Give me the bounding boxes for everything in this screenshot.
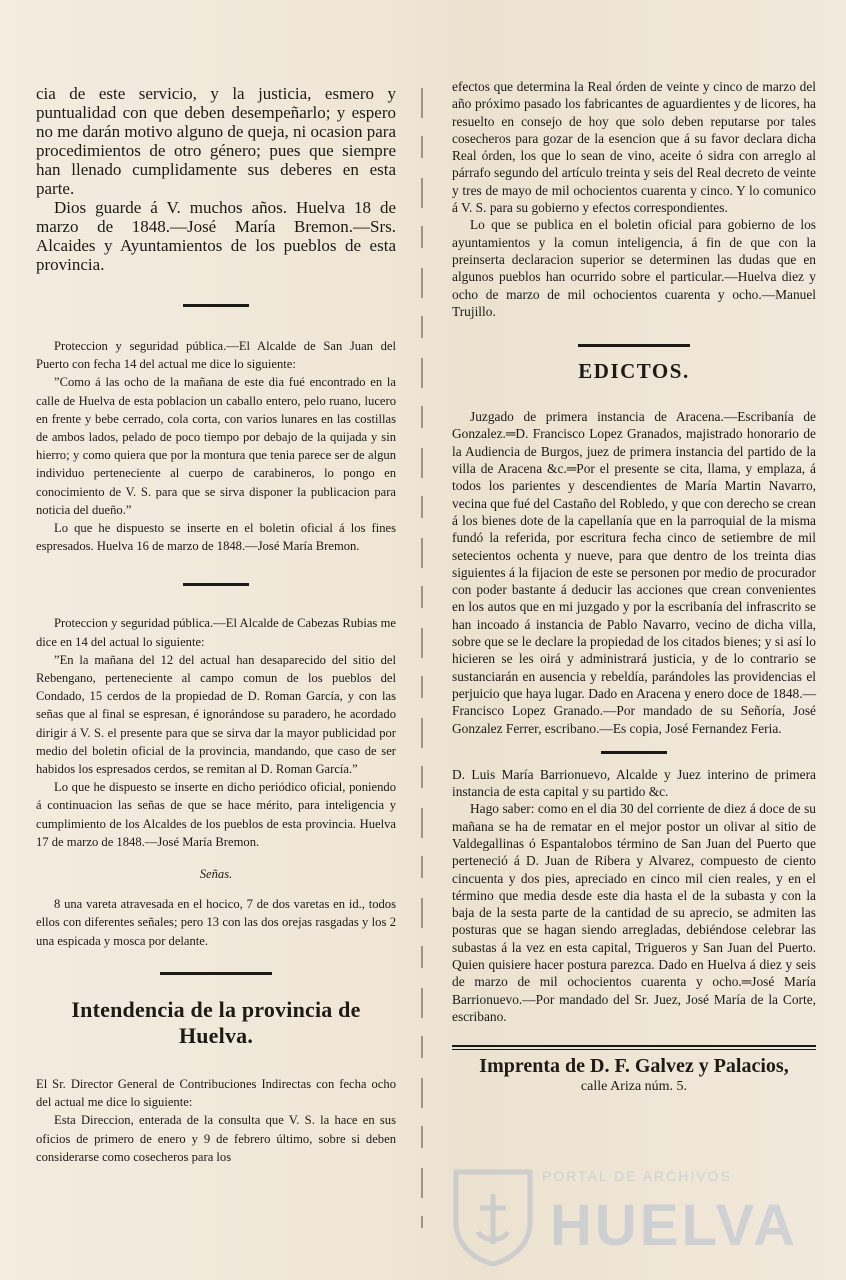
imprint-address: calle Ariza núm. 5. [580, 1079, 688, 1095]
intendencia-intro: El Sr. Director General de Contribuciones Indirectas con fecha ocho del actual me dice lo siguiente: [36, 1076, 396, 1110]
intro-signature-paragraph: Dios guarde á V. muchos años. Huelva 18 de marzo de 1848.—José María Bremon.—Srs. Alcaides y Ayuntamientos de los pueblos de esta provincia. [36, 198, 396, 274]
section-rule [578, 344, 690, 347]
section-rule [183, 304, 249, 307]
senas-label: Señas. [199, 867, 233, 882]
intendencia-body: Esta Direccion, enterada de la consulta que V. S. la hace en sus oficios de primero de enero y 9 de febrero último, sobre si deben considerarse como cosecheros para los [36, 1113, 396, 1164]
column-divider [421, 88, 423, 1228]
archive-watermark [430, 1160, 810, 1270]
notice2-quote: ”En la mañana del 12 del actual han desaparecido del sitio del Rebengano, perteneciente al campo comun de los pueblos del Condado, 15 cerdos de la propiedad de D. Roman García, y con las señas que al final se espresan, é ignorándose su paradero, he acordado dirigir á V. S. el presente para que se sirva dar la mayor publicidad por medio del boletin oficial de la provincia, mandando, que caso de ser habidos los espresados cerdos, se remitan al D. Roman García.” [36, 652, 396, 777]
imprint-title: Imprenta de D. F. Galvez y Palacios, [479, 1055, 789, 1078]
intro-paragraph: cia de este servicio, y la justicia, esmero y puntualidad con que deben desempeñarlo; y espero no me darán motivo alguno de queja, ni ocasion para procedimientos de otro género; pues que siempre han llenado cumplidamente sus deberes en esta parte. [36, 84, 396, 198]
notice1-quote: ”Como á las ocho de la mañana de este dia fué encontrado en la calle de Huelva de esta poblacion un caballo entero, pelo ruano, lucero en frente y bebe cerrado, cola corta, con varios lunares en las costillas de ambos lados, pelado de poco tiempo por debajo de la quijada y sin hierro; y como quiera que por la montura que tenia parece ser de algun individuo perteneciente al cuerpo de carabineros, lo pongo en conocimiento de V. S. para que se sirva disponer la publicacion para noticia del dueño.” [36, 375, 396, 517]
notice1-closing: Lo que he dispuesto se inserte en el boletin oficial á los fines espresados. Huelva 16 de marzo de 1848.—José María Bremon. [36, 521, 396, 554]
watermark-text: HUELVA [550, 1193, 798, 1258]
notice1-intro: Proteccion y seguridad pública.—El Alcalde de San Juan del Puerto con fecha 14 del actual me dice lo siguiente: [36, 339, 396, 372]
section-rule [183, 583, 249, 586]
section-heading: Intendencia de la provincia de Huelva. [71, 996, 361, 1048]
section-rule [601, 751, 667, 754]
watermark-subtext: PORTAL DE ARCHIVOS [542, 1168, 732, 1184]
notice2-closing: Lo que he dispuesto se inserte en dicho periódico oficial, poniendo á continuacion las señas de que se hace mérito, para inteligencia y cumplimiento de los Alcaldes de los pueblos de esta provincia. Huelva 17 de marzo de 1848.—José María Bremon. [36, 780, 396, 849]
edicto-huelva-header: D. Luis María Barrionuevo, Alcalde y Juez interino de primera instancia de esta capital y su partido &c. [452, 766, 816, 800]
section-rule [160, 972, 272, 975]
imprint-block [452, 1045, 816, 1096]
senas-text: 8 una vareta atravesada en el hocico, 7 de dos varetas en id., todos ellos con diferentes señales; pero 13 con las dos orejas rasgadas y los 2 una espicada y mosca por delante. [36, 897, 396, 948]
continued-paragraph: efectos que determina la Real órden de veinte y cinco de marzo del año próximo pasado los fabricantes de aguardientes y de licores, ha resuelto en consejo de hoy que solo deben reputarse por tales cosecheros para gozar de la esencion que á su favor declara dicha Real órden, los que lo sean de vino, aceite ó sidra con arreglo al párrafo segundo del artículo treinta y seis del Real decreto de veinte y tres de mayo de mil ochocientos cuarenta y cinco. Y lo comunico á V. S. para su gobierno y efectos correspondientes. [452, 79, 817, 216]
left-column [36, 78, 396, 1166]
notice2-intro: Proteccion y seguridad pública.—El Alcalde de Cabezas Rubias me dice en 14 del actual lo siguiente: [36, 616, 396, 649]
right-column [452, 78, 816, 1096]
publication-paragraph: Lo que se publica en el boletin oficial para gobierno de los ayuntamientos y la comun inteligencia, á fin de que con la preinserta declaracion superior se determinen las dudas que en algunos pueblos han ocurrido sobre el particular.—Huelva diez y ocho de marzo de mil ochocientos cuarenta y ocho.—Manuel Trujillo. [452, 217, 816, 319]
edicto-aracena: Juzgado de primera instancia de Aracena.—Escribanía de Gonzalez.═D. Francisco Lopez Granados, majistrado honorario de la Audiencia de Burgos, juez de primera instancia del partido de la villa de Aracena &c.═Por el presente se cita, llama, y emplaza, á todos los parientes y descendientes de María Martin Navarro, vecina que fué del Castaño del Robledo, y que con derecho se crean á los bienes dote de la capellanía que en la parroquial de la misma fundó la referida, por escritura fecha cinco de setiembre de mil setecientos ochenta y nueve, para que dentro de los treinta dias siguientes á la fijacion de este se personen por medio de procurador con poder bastante á deducir las acciones que crean convenientes en los autos que en mi juzgado y por la escribanía del infrascrito se han incoado á instancia de Pablo Navarro, vecino de dicha villa, sobre que se le declare la propiedad de los citados bienes; y si así lo hicieren se les oirá y administrará justicia, y de lo contrario se sustanciarán en ausencia y rebeldía, parándoles las providencias el perjuicio que haya lugar. Dado en Aracena y enero doce de 1848.—Francisco Lopez Granado.—Por mandado de su Señoría, José Gonzalez Ferrer, escribano.—Es copia, José Fernandez Feria. [452, 409, 817, 736]
imprint-rule-top [452, 1045, 816, 1047]
shield-icon [450, 1166, 536, 1266]
imprint-rule-bottom [452, 1049, 816, 1050]
edicto-huelva-body: Hago saber: como en el dia 30 del corriente de diez á doce de su mañana se ha de rematar en el mejor postor un olivar al sitio de Valdegallinas ó Espantalobos término de San Juan del Puerto que perteneció á D. Juan de Ribera y Alvarez, compuesto de ciento cincuenta y dos pies, apreciado en cinco mil cien reales, y en el término que media desde este dia hasta el de la subasta y con la baja de la sesta parte de la cantidad de su aprecio, se admiten las posturas que se hagan siendo arregladas, debiéndose celebrar las subastas á la vez en esta capital, Trigueros y San Juan del Puerto. Quien quisiere hacer postura parezca. Dado en Huelva á diez y seis de marzo de mil ochocientos cuarenta y ocho.═José María Barrionuevo.—Por mandado del Sr. Juez, José María de la Corte, escribano. [452, 801, 816, 1024]
edictos-heading: EDICTOS. [578, 359, 690, 384]
